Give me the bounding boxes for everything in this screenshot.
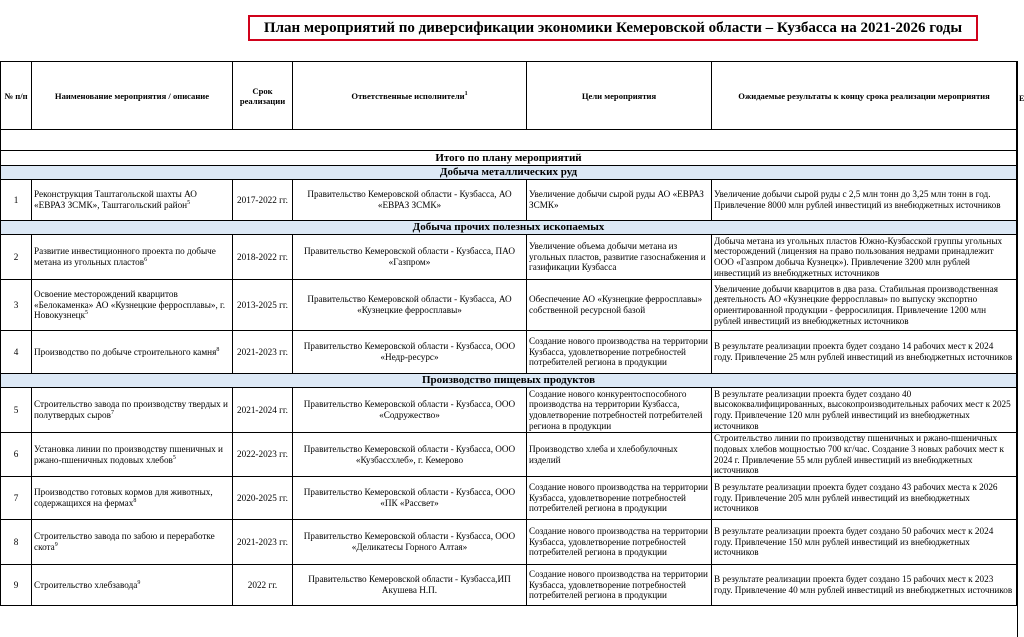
- row-executors: Правительство Кемеровской области - Кузбасса, ООО «Деликатесы Горного Алтая»: [293, 520, 527, 565]
- cut-off-column-header: Е: [1019, 94, 1024, 103]
- row-term: 2017-2022 гг.: [233, 180, 293, 221]
- row-name: [32, 565, 233, 606]
- row-term: 2021-2024 гг.: [233, 388, 293, 433]
- header-executors: [293, 62, 527, 130]
- row-name: [32, 520, 233, 565]
- row-name: [32, 331, 233, 374]
- table-row: [1, 180, 1017, 221]
- row-name: [32, 388, 233, 433]
- table-row: [1, 388, 1017, 433]
- table-header-row: [1, 62, 1017, 130]
- row-executors: Правительство Кемеровской области - Кузбасса, АО «Кузнецкие ферросплавы»: [293, 280, 527, 331]
- header-results: Ожидаемые результаты к концу срока реализации мероприятия: [712, 62, 1017, 130]
- row-executors: Правительство Кемеровской области - Кузбасса,ИП Акушева Н.П.: [293, 565, 527, 606]
- total-row: [1, 151, 1017, 166]
- row-executors: Правительство Кемеровской области - Кузбасса, ООО «Кузбассхлеб», г. Кемерово: [293, 433, 527, 477]
- table-row: [1, 565, 1017, 606]
- section-row: [1, 221, 1017, 235]
- row-term: 2018-2022 гг.: [233, 235, 293, 280]
- row-name-text: Строительство завода по забою и переработке скота: [34, 531, 215, 552]
- row-footnote: 8: [133, 497, 137, 504]
- section-title: Производство пищевых продуктов: [1, 374, 1017, 388]
- row-num: 7: [1, 477, 32, 520]
- section-title: Добыча прочих полезных ископаемых: [1, 221, 1017, 235]
- row-num: 8: [1, 520, 32, 565]
- row-results: Строительство линии по производству пшеничных и ржано-пшеничных подовых хлебов мощностью 700 кг/час. Создание 3 новых рабочих мест к 2024 г. Привлечение 55 млн рублей инвестиций из внебюджетных источников: [712, 433, 1017, 477]
- row-name: [32, 280, 233, 331]
- row-goals: Создание нового производства на территории Кузбасса, удовлетворение потребностей потребителей региона в продукции: [527, 565, 712, 606]
- row-results: Увеличение добычи кварцитов в два раза. Стабильная производственная деятельность АО «Кузнецкие ферросплавы» по выпуску экспортно ориентированной продукции - ферросилиция. Привлечение 1200 млн рублей инвестиций из внебюджетных источников: [712, 280, 1017, 331]
- header-executors-label: Ответственные исполнители: [351, 90, 465, 101]
- row-num: 6: [1, 433, 32, 477]
- row-goals: Создание нового производства на территории Кузбасса, удовлетворение потребностей потребителей региона в продукции: [527, 520, 712, 565]
- header-executors-footnote: 1: [464, 90, 468, 97]
- row-num: 4: [1, 331, 32, 374]
- row-executors: Правительство Кемеровской области - Кузбасса, АО «ЕВРАЗ ЗСМК»: [293, 180, 527, 221]
- row-results: Добыча метана из угольных пластов Южно-Кузбасской группы угольных месторождений (лицензия на право пользования недрами принадлежит ООО «Газпром добыча Кузнецк»). Привлечение 3200 млн рублей инвестиций из внебюджетных источников: [712, 235, 1017, 280]
- table-row: [1, 520, 1017, 565]
- row-term: 2013-2025 гг.: [233, 280, 293, 331]
- row-footnote: 7: [110, 409, 114, 416]
- row-goals: Производство хлеба и хлебобулочных изделий: [527, 433, 712, 477]
- row-name-text: Освоение месторождений кварцитов «Белокаменка» АО «Кузнецкие ферросплавы», г. Новокузнецк: [34, 289, 226, 321]
- row-results: В результате реализации проекта будет создано 14 рабочих мест к 2024 году. Привлечение 25 млн рублей инвестиций из внебюджетных источников: [712, 331, 1017, 374]
- row-num: 5: [1, 388, 32, 433]
- row-executors: Правительство Кемеровской области - Кузбасса, ПАО «Газпром»: [293, 235, 527, 280]
- row-num: 3: [1, 280, 32, 331]
- row-goals: Создание нового производства на территории Кузбасса, удовлетворение потребностей потребителей региона в продукции: [527, 477, 712, 520]
- table-row: [1, 331, 1017, 374]
- row-results: В результате реализации проекта будет создано 15 рабочих мест к 2023 году. Привлечение 40 млн рублей инвестиций из внебюджетных источников: [712, 565, 1017, 606]
- row-term: 2022 гг.: [233, 565, 293, 606]
- row-name-text: Установка линии по производству пшеничных и ржано-пшеничных подовых хлебов: [34, 443, 223, 465]
- row-goals: Увеличение объема добычи метана из угольных пластов, развитие газоснабжения и газификации Кузбасса: [527, 235, 712, 280]
- blank-cell: [1, 130, 1017, 151]
- row-name-text: Производство готовых кормов для животных, содержащихся на фермах: [34, 487, 213, 508]
- total-label: Итого по плану мероприятий: [1, 151, 1017, 166]
- row-term: 2021-2023 гг.: [233, 520, 293, 565]
- row-results: В результате реализации проекта будет создано 43 рабочих места к 2026 году. Привлечение 205 млн рублей инвестиций из внебюджетных источников: [712, 477, 1017, 520]
- row-executors: Правительство Кемеровской области - Кузбасса, ООО «Содружество»: [293, 388, 527, 433]
- row-name: [32, 235, 233, 280]
- section-row: [1, 374, 1017, 388]
- row-goals: Обеспечение АО «Кузнецкие ферросплавы» собственной ресурсной базой: [527, 280, 712, 331]
- row-term: 2021-2023 гг.: [233, 331, 293, 374]
- row-footnote: 9: [137, 579, 141, 586]
- table-row: [1, 433, 1017, 477]
- row-results: В результате реализации проекта будет создано 50 рабочих мест к 2024 году. Привлечение 150 млн рублей инвестиций из внебюджетных источников: [712, 520, 1017, 565]
- section-title: Добыча металлических руд: [1, 166, 1017, 180]
- table-row: [1, 477, 1017, 520]
- row-name-text: Развитие инвестиционного проекта по добыче метана из угольных пластов: [34, 246, 216, 267]
- section-row: [1, 166, 1017, 180]
- row-footnote: 9: [54, 541, 58, 548]
- row-num: 1: [1, 180, 32, 221]
- row-name-text: Строительство завода по производству твердых и полутвердых сыров: [34, 399, 228, 420]
- header-goals: Цели мероприятия: [527, 62, 712, 130]
- row-term: 2022-2023 гг.: [233, 433, 293, 477]
- row-footnote: 5: [187, 199, 191, 206]
- row-results: Увеличение добычи сырой руды с 2,5 млн тонн до 3,25 млн тонн в год. Привлечение 8000 млн рублей инвестиций из внебюджетных источников: [712, 180, 1017, 221]
- blank-row: [1, 130, 1017, 151]
- row-goals: Создание нового производства на территории Кузбасса, удовлетворение потребностей потребителей региона в продукции: [527, 331, 712, 374]
- header-term: Срок реализации: [233, 62, 293, 130]
- row-name-text: Строительство хлебзавода: [34, 579, 138, 590]
- row-footnote: 8: [216, 346, 220, 353]
- row-executors: Правительство Кемеровской области - Кузбасса, ООО «ПК «Рассвет»: [293, 477, 527, 520]
- row-footnote: 5: [172, 454, 176, 461]
- row-footnote: 6: [144, 256, 148, 263]
- row-name: [32, 433, 233, 477]
- row-results: В результате реализации проекта будет создано 40 высококвалифицированных, высокопроизводительных рабочих мест к 2025 году. Привлечение 120 млн рублей инвестиций из внебюджетных источников: [712, 388, 1017, 433]
- page-title: План мероприятий по диверсификации экономики Кемеровской области – Кузбасса на 2021-2026 годы: [248, 15, 978, 41]
- cut-off-column: [1017, 61, 1024, 637]
- row-name: [32, 477, 233, 520]
- row-term: 2020-2025 гг.: [233, 477, 293, 520]
- row-footnote: 5: [85, 310, 89, 317]
- row-name-text: Реконструкция Таштагольской шахты АО «ЕВРАЗ ЗСМК», Таштагольский район: [34, 189, 197, 210]
- row-goals: Создание нового конкурентоспособного производства на территории Кузбасса, удовлетворение потребностей потребителей региона в продукции: [527, 388, 712, 433]
- header-num: № п/п: [1, 62, 32, 130]
- row-name-text: Производство по добыче строительного камня: [34, 346, 217, 357]
- table-row: [1, 235, 1017, 280]
- row-num: 2: [1, 235, 32, 280]
- table-row: [1, 280, 1017, 331]
- header-name: Наименование мероприятия / описание: [32, 62, 233, 130]
- row-goals: Увеличение добычи сырой руды АО «ЕВРАЗ ЗСМК»: [527, 180, 712, 221]
- row-name: [32, 180, 233, 221]
- row-num: 9: [1, 565, 32, 606]
- measures-table: [0, 61, 1017, 606]
- row-executors: Правительство Кемеровской области - Кузбасса, ООО «Недр-ресурс»: [293, 331, 527, 374]
